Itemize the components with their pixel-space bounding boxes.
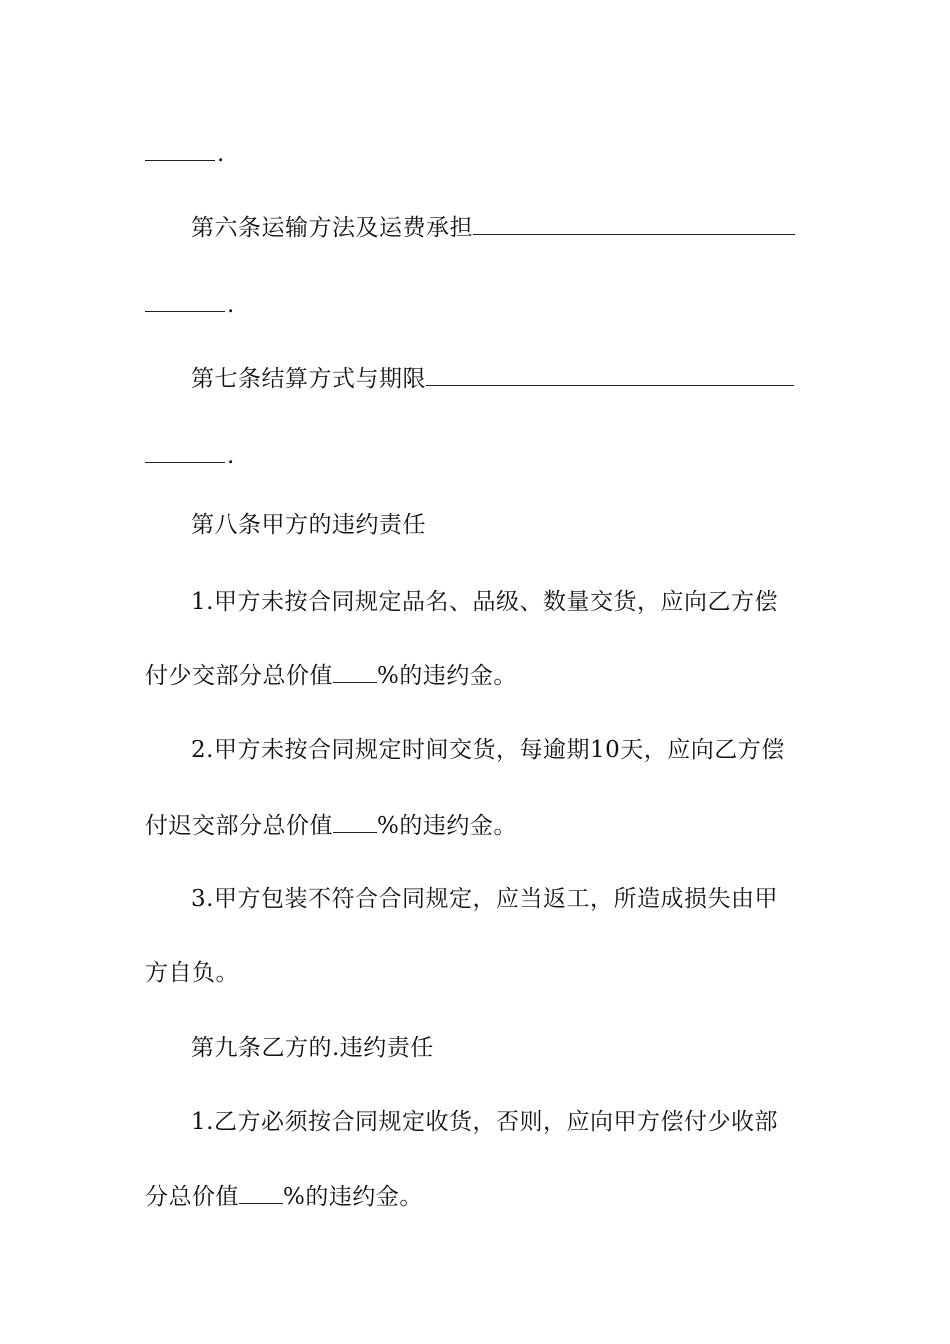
text-segment: %的违约金。 [377, 663, 517, 689]
text-segment: %的违约金。 [283, 1184, 423, 1210]
article-9-heading: 第九条乙方的.违约责任 [191, 1035, 434, 1061]
article-8-item-1-cont [145, 660, 517, 691]
article-7-text: 第七条结算方式与期限 [191, 366, 426, 392]
article-6-line [191, 212, 795, 243]
line-blank-end-3 [145, 440, 235, 471]
period: . [217, 141, 225, 167]
period: . [227, 292, 235, 318]
article-8-heading: 第八条甲方的违约责任 [191, 512, 426, 538]
percent-blank [333, 810, 377, 833]
period: . [227, 443, 235, 469]
blank-fill-line [145, 440, 225, 463]
blank-fill-line [426, 363, 794, 386]
percent-blank [239, 1181, 283, 1204]
text-segment: 付迟交部分总价值 [145, 813, 333, 839]
text-segment: %的违约金。 [377, 813, 517, 839]
article-8-item-2: 2.甲方未按合同规定时间交货，每逾期10天，应向乙方偿 [191, 737, 785, 763]
line-blank-end-2 [145, 289, 235, 320]
article-8-item-3-cont: 方自负。 [145, 960, 239, 986]
blank-fill-line [473, 212, 795, 235]
text-segment: 付少交部分总价值 [145, 663, 333, 689]
percent-blank [333, 660, 377, 683]
article-8-item-2-cont [145, 810, 517, 841]
article-8-item-3: 3.甲方包装不符合合同规定，应当返工，所造成损失由甲 [191, 886, 778, 912]
blank-fill-line [145, 138, 215, 161]
article-7-line [191, 363, 794, 394]
blank-fill-line [145, 289, 225, 312]
article-8-item-1: 1.甲方未按合同规定品名、品级、数量交货，应向乙方偿 [191, 589, 778, 615]
line-blank-end-1 [145, 138, 225, 169]
article-9-item-1-cont [145, 1181, 423, 1212]
text-segment: 分总价值 [145, 1184, 239, 1210]
article-6-text: 第六条运输方法及运费承担 [191, 215, 473, 241]
article-9-item-1: 1.乙方必须按合同规定收货，否则，应向甲方偿付少收部 [191, 1109, 778, 1135]
